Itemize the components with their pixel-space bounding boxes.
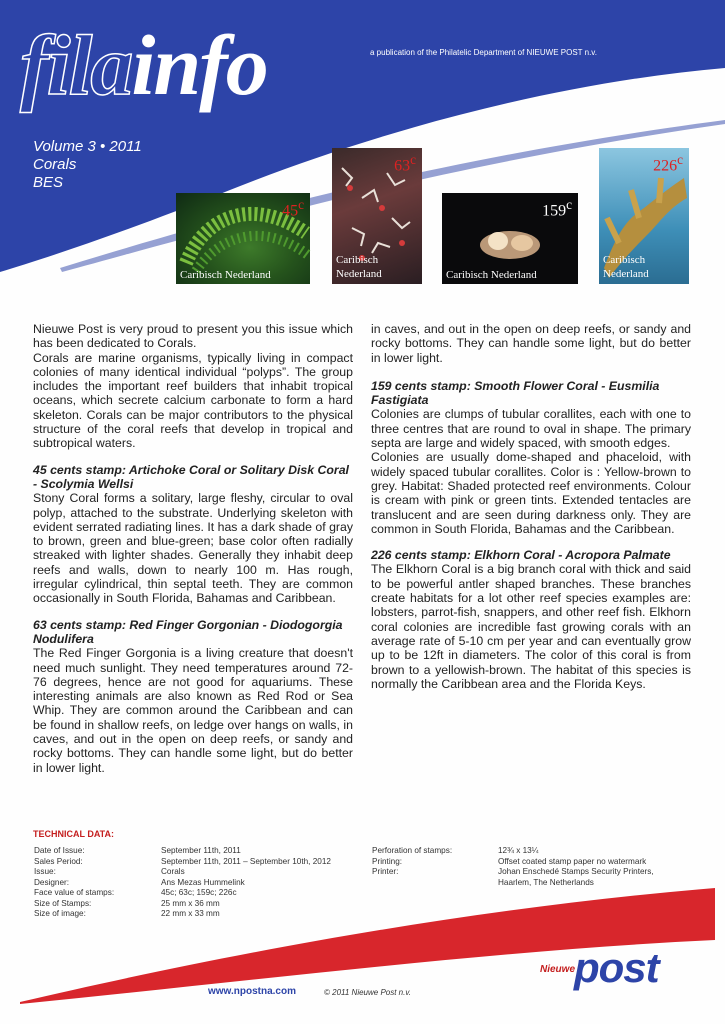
right-column: [371, 322, 691, 691]
text-63c: The Red Finger Gorgonia is a living creature that doesn't need much sunlight. They need temperatures around 72-76 degrees, hence are not good for aquariums. These interesting animals are also known as Red Rod or Sea Whip. They are common around the Caribbean and can be found in shallow reefs, on ledge over hangs on walls, in caves, and out in the open on deep reefs, or sandy and rocky bottoms. They can handle some light, but do better in lower light.: [33, 646, 353, 775]
label-sales: Sales Period:: [34, 856, 83, 866]
publication-line: a publication of the Philatelic Department of NIEUWE POST n.v.: [370, 48, 597, 57]
value-issue: Corals: [161, 867, 185, 876]
label-designer: Designer:: [34, 877, 70, 887]
value-size-stamps: 25 mm x 36 mm: [161, 898, 220, 908]
heading-226c: 226 cents stamp: Elkhorn Coral - Acropora Palmate: [371, 548, 671, 563]
stamp-45c: [176, 193, 310, 284]
value-date: September 11th, 2011: [161, 846, 241, 855]
label-printing: Printing:: [372, 856, 403, 866]
value-perforation: 12¾ x 13¼: [498, 846, 539, 855]
value-printing: Offset coated stamp paper no watermark: [498, 856, 647, 866]
region-label: BES: [33, 174, 64, 191]
text-226c: The Elkhorn Coral is a big branch coral with thick and said to be powerful antler shaped branches. These branches create habitats for a lot other reef species examples are: lobsters, parrot-fish, snappers, and other reef fish. Elkhorn coral colonies are incredible fast growing corals with an average rate of 5-10 cm per year and can eventually grow up to be 12ft in diameters. The color of this coral is from brown to a yellowish-brown. The habitat of this species is normally the Caribbean area and the Florida Keys.: [371, 562, 691, 691]
stamp-value: 226$^c$: [653, 152, 683, 175]
stamp-country: Caribisch Nederland: [603, 254, 649, 280]
label-printer: Printer:: [372, 867, 399, 876]
value-printer-city: Haarlem, The Netherlands: [498, 877, 594, 887]
label-perforation: Perforation of stamps:: [372, 846, 453, 855]
label-size-stamps: Size of Stamps:: [34, 898, 92, 908]
label-date: Date of Issue:: [34, 846, 85, 855]
text-159c-b: Colonies are usually dome-shaped and phaceloid, with widely spaced tubular corallites. Color is : Yellow-brown to grey. Habitat: Shaded protected reef environments. Colour is cream with pink or green tints. Extended tentacles are translucent and are seen during darkness only. They are common in South Florida, Bahamas and the Caribbean.: [371, 450, 691, 536]
heading-63c: 63 cents stamp: Red Finger Gorgonian - Diodogorgia Nodulifera: [33, 617, 343, 646]
stamp-value: 63$^c$: [394, 152, 416, 175]
stamp-value: 45$^c$: [282, 197, 304, 220]
corals-paragraph: Corals are marine organisms, typically living in compact colonies of many identical individual “polyps”. The group includes the important reef builders that inhabit tropical oceans, which secrete calcium carbonate to form a hard skeleton. Corals can be major contributors to the physical structure of the coral reefs that develop in tropical and subtropical waters.: [33, 350, 353, 451]
copyright-text: © 2011 Nieuwe Post n.v.: [324, 988, 411, 997]
volume-label: Volume 3 • 2011: [33, 138, 142, 155]
value-sales: September 11th, 2011 – September 10th, 2012: [161, 856, 331, 866]
issue-info: [33, 138, 142, 192]
text-63c-continued: in caves, and out in the open on deep reefs, or sandy and rocky bottoms. They can handle some light, but do better in lower light.: [371, 322, 691, 365]
stamp-value: 159$^c$: [542, 197, 572, 220]
label-issue: Issue:: [34, 867, 56, 876]
left-column: [33, 322, 353, 775]
value-size-image: 22 mm x 33 mm: [161, 909, 220, 918]
website-link[interactable]: www.npostna.com: [208, 986, 296, 997]
heading-45c: 45 cents stamp: Artichoke Coral or Solitary Disk Coral - Scolymia Wellsi: [33, 462, 349, 491]
value-printer: Johan Enschedé Stamps Security Printers,: [498, 867, 654, 876]
value-designer: Ans Mezas Hummelink: [161, 877, 245, 887]
heading-159c: 159 cents stamp: Smooth Flower Coral - Eusmilia Fastigiata: [371, 378, 660, 408]
stamp-country: Caribisch Nederland: [446, 269, 537, 281]
stamp-159c: [442, 193, 578, 284]
value-face-value: 45c; 63c; 159c; 226c: [161, 888, 237, 897]
tech-right-labels: [372, 846, 452, 878]
stamp-country: Caribisch Nederland: [336, 254, 382, 280]
text-45c: Stony Coral forms a solitary, large fleshy, circular to oval polyp, attached to the substrate. Underlying skeleton with evident serrated radiating lines. It has a dark shade of gray to brown, green and blue-green; base color often radially streaked with lighter shades. Generally they inhabit deep reefs and walls, down to nearly 100 m. Has rough, irregular cylindrical, thin septal teeth. They are common occasionally in South Florida, Bahamas and Caribbean.: [33, 491, 353, 606]
technical-data-title: TECHNICAL DATA:: [33, 829, 114, 839]
text-159c-a: Colonies are clumps of tubular corallites, each with one to three centres that are round to oval in shape. The primary septa are large and widely spaced, with smooth edges.: [371, 407, 691, 451]
stamp-63c: [332, 148, 422, 284]
label-size-image: Size of image:: [34, 909, 86, 918]
topic-label: Corals: [33, 156, 77, 173]
stamp-country: Caribisch Nederland: [180, 269, 271, 281]
intro-paragraph: Nieuwe Post is very proud to present you this issue which has been dedicated to Corals.: [33, 322, 353, 351]
stamp-226c: [599, 148, 689, 284]
label-face-value: Face value of stamps:: [34, 888, 115, 897]
filainfo-logo: filainfo: [20, 17, 267, 113]
